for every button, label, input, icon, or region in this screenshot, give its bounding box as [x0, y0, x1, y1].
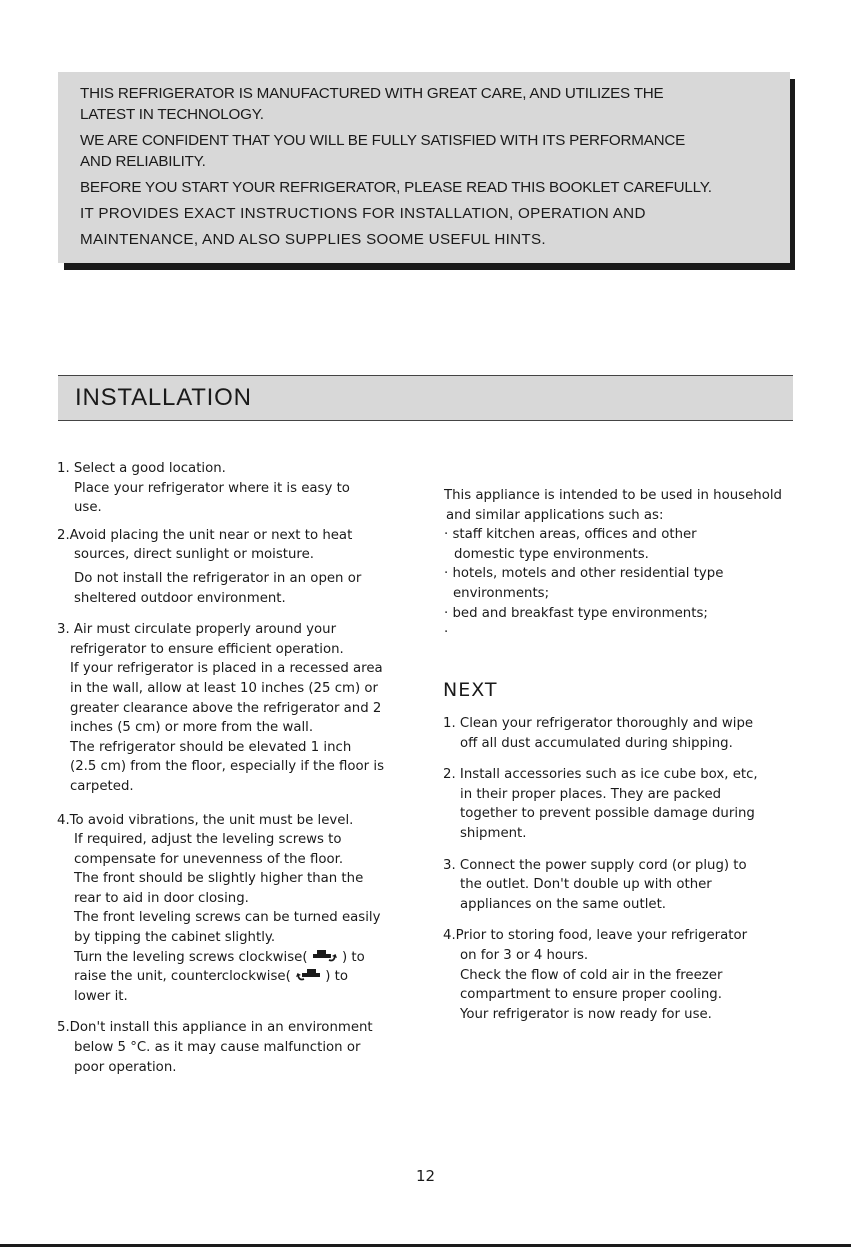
step-line: by tipping the cabinet slightly.	[74, 930, 276, 946]
step-line: Do not install the refrigerator in an open or	[74, 570, 362, 586]
step-line: lower it.	[74, 988, 128, 1004]
intended-use-notice	[444, 486, 824, 643]
step-line: 4.To avoid vibrations, the unit must be level.	[57, 812, 354, 828]
step-line: the outlet. Don't double up with other	[460, 877, 712, 893]
step-line: compensate for unevenness of the floor.	[74, 851, 344, 867]
intro-line: THIS REFRIGERATOR IS MANUFACTURED WITH GREAT CARE, AND UTILIZES THE	[80, 85, 664, 102]
step-line	[57, 948, 427, 968]
step-line-text: Turn the leveling screws clockwise(	[74, 949, 308, 965]
notice-line: environments;	[453, 585, 550, 601]
intro-box	[58, 72, 790, 263]
step-line: If your refrigerator is placed in a recessed area	[70, 661, 383, 677]
step-line: The front should be slightly higher than the	[74, 871, 364, 887]
notice-line: · bed and breakfast type environments;	[444, 605, 708, 621]
step-line: compartment to ensure proper cooling.	[460, 987, 722, 1003]
installation-steps	[57, 459, 427, 1085]
step-line: The refrigerator should be elevated 1 inch	[70, 739, 352, 755]
step-line: 5.Don't install this appliance in an environment	[57, 1020, 373, 1036]
step-line: use.	[74, 500, 102, 516]
step-line: 2. Install accessories such as ice cube box, etc,	[443, 767, 758, 783]
intro-line: LATEST IN TECHNOLOGY.	[80, 106, 264, 123]
step-line: together to prevent possible damage during	[460, 806, 755, 822]
page-number: 12	[415, 1167, 436, 1185]
step-line: in their proper places. They are packed	[460, 786, 722, 802]
notice-line: domestic type environments.	[454, 546, 649, 562]
step-line: 1. Select a good location.	[57, 461, 226, 476]
step-line: The front leveling screws can be turned easily	[74, 910, 381, 926]
step-line: 3. Connect the power supply cord (or plug) to	[443, 857, 747, 873]
step-line: (2.5 cm) from the floor, especially if the floor is	[70, 759, 385, 775]
notice-line: · hotels, motels and other residential type	[444, 566, 724, 582]
intro-line: MAINTENANCE, AND ALSO SUPPLIES SOOME USEFUL HINTS.	[80, 231, 546, 248]
step-line: Check the flow of cold air in the freezer	[460, 967, 723, 983]
step-line: 1. Clean your refrigerator thoroughly and wipe	[443, 716, 754, 731]
step-line	[57, 967, 427, 987]
notice-line: ·	[444, 625, 449, 641]
list-item	[443, 926, 823, 1024]
list-item	[57, 620, 427, 796]
next-steps	[443, 714, 823, 1032]
intro-line: WE ARE CONFIDENT THAT YOU WILL BE FULLY SATISFIED WITH ITS PERFORMANCE	[80, 132, 686, 149]
step-line: inches (5 cm) or more from the wall.	[70, 720, 314, 736]
list-item	[443, 765, 823, 843]
step-line: off all dust accumulated during shipping.	[460, 735, 733, 751]
intro-line: BEFORE YOU START YOUR REFRIGERATOR, PLEASE READ THIS BOOKLET CAREFULLY.	[80, 179, 712, 196]
step-line: 4.Prior to storing food, leave your refrigerator	[443, 928, 748, 944]
step-line: refrigerator to ensure efficient operation.	[70, 641, 344, 657]
step-line-text: raise the unit, counterclockwise(	[74, 969, 291, 985]
step-line: Place your refrigerator where it is easy to	[74, 480, 350, 496]
intro-line: IT PROVIDES EXACT INSTRUCTIONS FOR INSTALLATION, OPERATION AND	[80, 205, 646, 222]
step-line: below 5 °C. as it may cause malfunction or	[74, 1040, 361, 1056]
step-line: carpeted.	[70, 778, 134, 794]
step-line-text: ) to	[341, 949, 365, 965]
notice-line: This appliance is intended to be used in household	[444, 488, 782, 503]
intro-line: AND RELIABILITY.	[80, 153, 206, 170]
notice-line: · staff kitchen areas, offices and other	[444, 527, 697, 543]
step-line: greater clearance above the refrigerator and 2	[70, 700, 382, 716]
list-item	[57, 811, 427, 1007]
list-item	[57, 1018, 427, 1077]
step-line: 3. Air must circulate properly around your	[57, 622, 337, 638]
list-item	[57, 459, 427, 518]
notice-line: and similar applications such as:	[446, 507, 664, 523]
list-item	[57, 526, 427, 608]
section-header	[58, 375, 793, 421]
step-line: 2.Avoid placing the unit near or next to heat	[57, 527, 353, 543]
next-heading: NEXT	[443, 679, 498, 701]
step-line: appliances on the same outlet.	[460, 896, 667, 912]
step-line: rear to aid in door closing.	[74, 890, 249, 906]
step-line: in the wall, allow at least 10 inches (25 cm) or	[70, 680, 378, 696]
list-item	[443, 714, 823, 753]
list-item	[443, 856, 823, 915]
leveling-screw-counterclockwise-icon	[295, 968, 321, 982]
leveling-screw-clockwise-icon	[312, 949, 338, 963]
step-line: If required, adjust the leveling screws to	[74, 832, 342, 848]
step-line-text: ) to	[325, 969, 349, 985]
step-line: sheltered outdoor environment.	[74, 590, 286, 606]
section-title: INSTALLATION	[75, 384, 252, 411]
step-line: shipment.	[460, 825, 527, 841]
step-line: poor operation.	[74, 1059, 177, 1075]
step-line: Your refrigerator is now ready for use.	[460, 1006, 712, 1022]
step-line: sources, direct sunlight or moisture.	[74, 547, 315, 563]
step-line: on for 3 or 4 hours.	[460, 947, 589, 963]
